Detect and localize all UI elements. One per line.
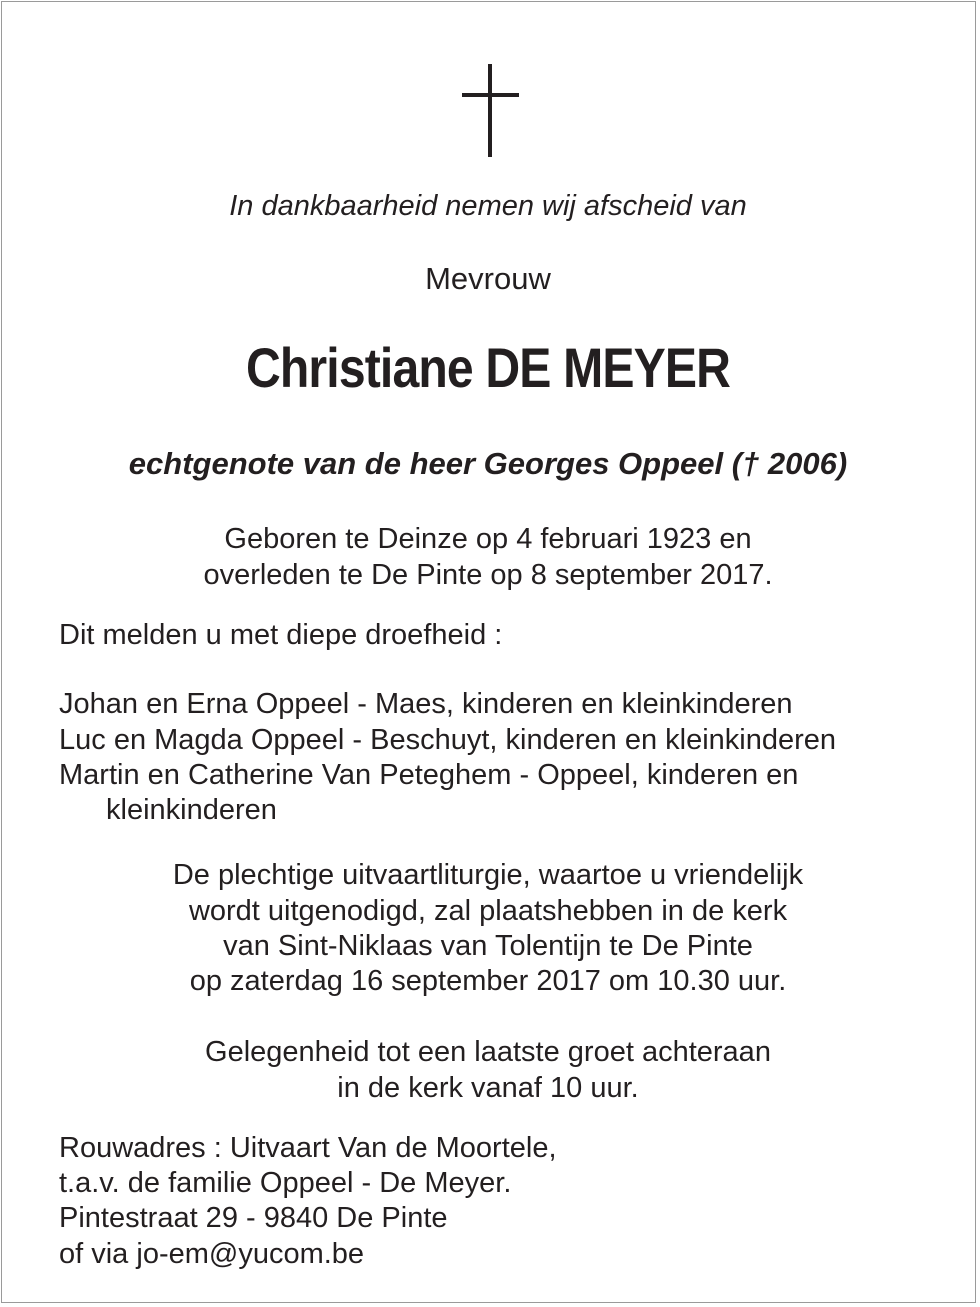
family-line: Martin en Catherine Van Peteghem - Oppeel, kinderen en [59,759,799,791]
family-line-continuation: kleinkinderen [106,794,277,826]
cross-icon [0,0,976,170]
address-line: Rouwadres : Uitvaart Van de Moortele, [59,1132,557,1164]
funeral-line: wordt uitgenodigd, zal plaatshebben in de kerk [188,895,788,927]
funeral-line: De plechtige uitvaartliturgie, waartoe u vriendelijk [172,859,804,891]
farewell-line: Gelegenheid tot een laatste groet achteraan [205,1036,771,1068]
farewell-line: in de kerk vanaf 10 uur. [337,1072,639,1104]
spouse-line: echtgenote van de heer Georges Oppeel († 2006) [128,446,848,481]
deceased-name: Christiane DE MEYER [245,336,731,399]
death-line: overleden te De Pinte op 8 september 2017. [203,559,773,591]
contact-email: of via jo-em@yucom.be [59,1238,365,1270]
funeral-line: op zaterdag 16 september 2017 om 10.30 uur. [189,965,787,997]
honorific: Mevrouw [425,261,551,296]
intro-text: In dankbaarheid nemen wij afscheid van [229,190,747,222]
address-line: Pintestraat 29 - 9840 De Pinte [59,1202,448,1234]
family-line: Johan en Erna Oppeel - Maes, kinderen en kleinkinderen [59,688,793,720]
announcement: Dit melden u met diepe droefheid : [59,619,503,651]
family-line: Luc en Magda Oppeel - Beschuyt, kinderen en kleinkinderen [59,724,837,756]
birth-line: Geboren te Deinze op 4 februari 1923 en [224,523,752,555]
funeral-line: van Sint-Niklaas van Tolentijn te De Pinte [223,930,753,962]
address-line: t.a.v. de familie Oppeel - De Meyer. [59,1167,512,1199]
